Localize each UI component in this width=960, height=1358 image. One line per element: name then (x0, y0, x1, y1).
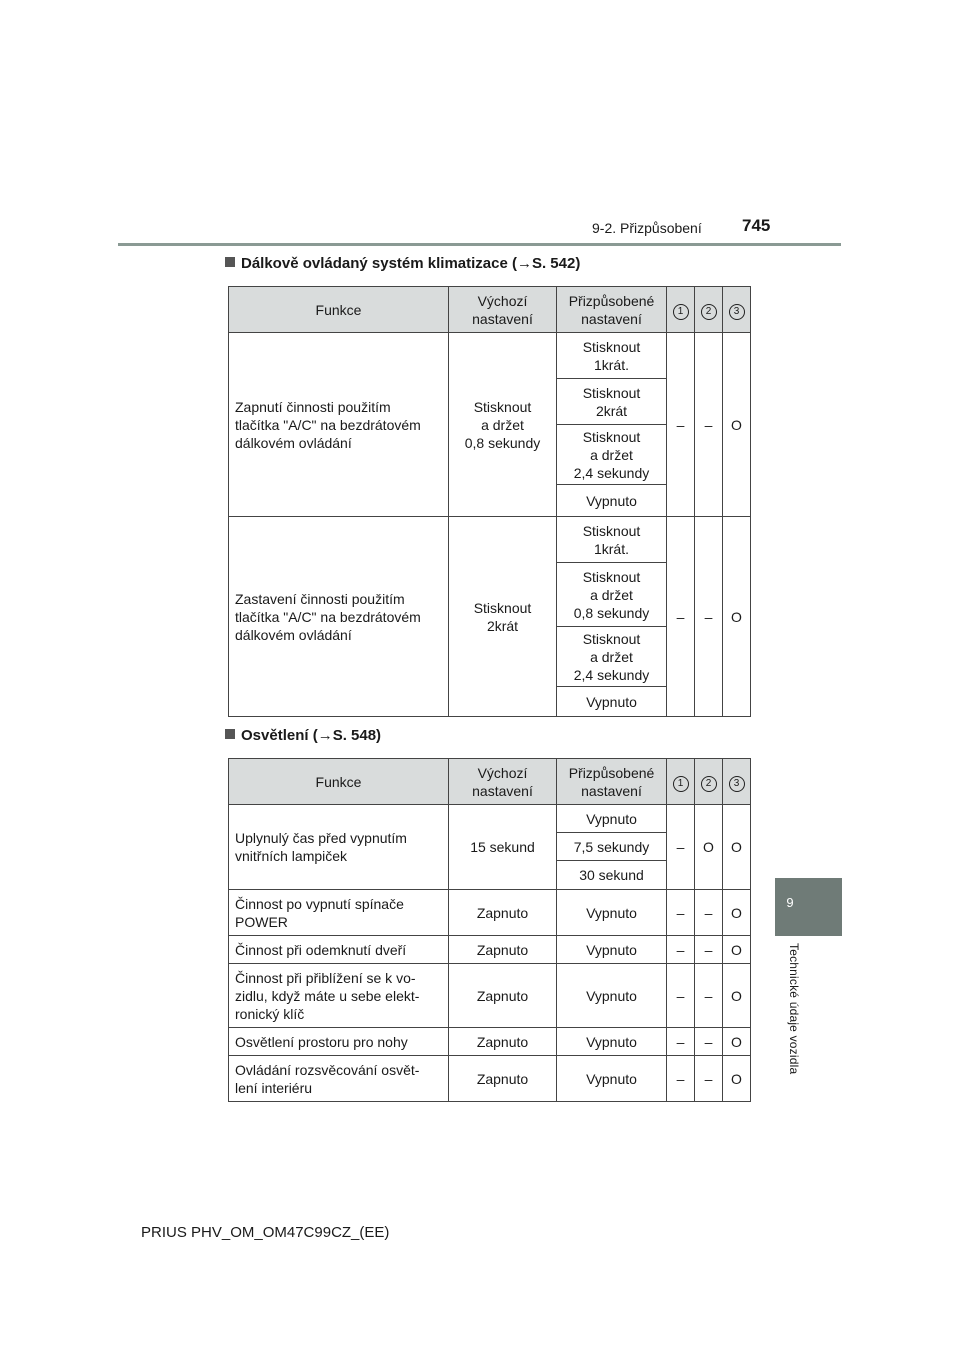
table-row (229, 1028, 751, 1056)
cell-default: Stisknout a držet 0,8 sekundy (449, 333, 557, 517)
cell-c3: O (723, 1056, 751, 1102)
cell-function: Ovládání rozsvěcování osvět- lení interiéru (229, 1056, 449, 1102)
cell-c1: – (667, 890, 695, 936)
cell-option: Stisknout a držet 2,4 sekundy (557, 627, 667, 687)
cell-default: Zapnuto (449, 936, 557, 964)
cell-default: Zapnuto (449, 1056, 557, 1102)
header-divider (118, 243, 841, 246)
cell-custom: Vypnuto (557, 936, 667, 964)
lighting-table (228, 758, 751, 1102)
cell-custom: Vypnuto (557, 964, 667, 1028)
col-header-2 (695, 759, 723, 805)
cell-option: 30 sekund (557, 861, 667, 890)
table-row (229, 517, 751, 563)
table-row (229, 964, 751, 1028)
circled-1-icon: 1 (673, 776, 689, 792)
col-header-custom: Přizpůsobené nastavení (557, 759, 667, 805)
cell-function: Osvětlení prostoru pro nohy (229, 1028, 449, 1056)
circled-3-icon: 3 (729, 304, 745, 320)
table-row (229, 1056, 751, 1102)
cell-option: Vypnuto (557, 687, 667, 717)
cell-c2: – (695, 1056, 723, 1102)
cell-option: Vypnuto (557, 805, 667, 833)
section2-heading (225, 727, 381, 744)
cell-custom: Vypnuto (557, 1028, 667, 1056)
table-row (229, 333, 751, 379)
col-header-custom: Přizpůsobené nastavení (557, 287, 667, 333)
cell-function: Zapnutí činnosti použitím tlačítka "A/C" na bezdrátovém dálkovém ovládání (229, 333, 449, 517)
col-header-3 (723, 287, 751, 333)
table-row (229, 890, 751, 936)
cell-function: Uplynulý čas před vypnutím vnitřních lampiček (229, 805, 449, 890)
cell-c1: – (667, 333, 695, 517)
cell-custom: Vypnuto (557, 890, 667, 936)
circled-2-icon: 2 (701, 776, 717, 792)
cell-function: Činnost po vypnutí spínače POWER (229, 890, 449, 936)
cell-c1: – (667, 805, 695, 890)
cell-c2: – (695, 1028, 723, 1056)
table-row (229, 805, 751, 833)
section1-title: Dálkově ovládaný systém klimatizace (→S. 542) (241, 255, 581, 272)
section-title: 9-2. Přizpůsobení (592, 220, 702, 236)
cell-default: Zapnuto (449, 1028, 557, 1056)
cell-c3: O (723, 964, 751, 1028)
cell-default: Zapnuto (449, 890, 557, 936)
col-header-1 (667, 287, 695, 333)
cell-option: 7,5 sekundy (557, 833, 667, 861)
col-header-1 (667, 759, 695, 805)
cell-c3: O (723, 1028, 751, 1056)
cell-custom: Vypnuto (557, 1056, 667, 1102)
cell-c1: – (667, 936, 695, 964)
cell-option: Stisknout 1krát. (557, 333, 667, 379)
square-bullet-icon (225, 257, 235, 267)
col-header-default: Výchozí nastavení (449, 287, 557, 333)
page-number: 745 (742, 216, 771, 235)
cell-c3: O (723, 890, 751, 936)
cell-c1: – (667, 1028, 695, 1056)
table-header-row (229, 287, 751, 333)
cell-default: Zapnuto (449, 964, 557, 1028)
cell-c2: – (695, 964, 723, 1028)
cell-c2: – (695, 517, 723, 717)
cell-c1: – (667, 1056, 695, 1102)
col-header-funkce: Funkce (229, 759, 449, 805)
cell-default: 15 sekund (449, 805, 557, 890)
ac-remote-table (228, 286, 751, 717)
cell-c2: – (695, 936, 723, 964)
cell-c2: – (695, 333, 723, 517)
document-id: PRIUS PHV_OM_OM47C99CZ_(EE) (141, 1224, 390, 1241)
cell-option: Stisknout a držet 2,4 sekundy (557, 425, 667, 485)
cell-default: Stisknout 2krát (449, 517, 557, 717)
cell-c3: O (723, 936, 751, 964)
section1-heading (225, 255, 580, 272)
col-header-3 (723, 759, 751, 805)
cell-option: Vypnuto (557, 485, 667, 517)
table-row (229, 936, 751, 964)
cell-c3: O (723, 805, 751, 890)
cell-c1: – (667, 964, 695, 1028)
chapter-label: Technické údaje vozidla (787, 943, 801, 1075)
col-header-funkce: Funkce (229, 287, 449, 333)
table-header-row (229, 759, 751, 805)
cell-c2: O (695, 805, 723, 890)
cell-option: Stisknout a držet 0,8 sekundy (557, 563, 667, 627)
col-header-2 (695, 287, 723, 333)
circled-2-icon: 2 (701, 304, 717, 320)
circled-3-icon: 3 (729, 776, 745, 792)
cell-function: Činnost při odemknutí dveří (229, 936, 449, 964)
square-bullet-icon (225, 729, 235, 739)
cell-c3: O (723, 517, 751, 717)
cell-c1: – (667, 517, 695, 717)
cell-function: Zastavení činnosti použitím tlačítka "A/C" na bezdrátovém dálkovém ovládání (229, 517, 449, 717)
circled-1-icon: 1 (673, 304, 689, 320)
col-header-default: Výchozí nastavení (449, 759, 557, 805)
section2-title: Osvětlení (→S. 548) (241, 727, 382, 744)
chapter-number: 9 (786, 895, 794, 910)
cell-function: Činnost při přiblížení se k vo- zidlu, když máte u sebe elekt- ronický klíč (229, 964, 449, 1028)
cell-c2: – (695, 890, 723, 936)
cell-option: Stisknout 1krát. (557, 517, 667, 563)
cell-option: Stisknout 2krát (557, 379, 667, 425)
cell-c3: O (723, 333, 751, 517)
